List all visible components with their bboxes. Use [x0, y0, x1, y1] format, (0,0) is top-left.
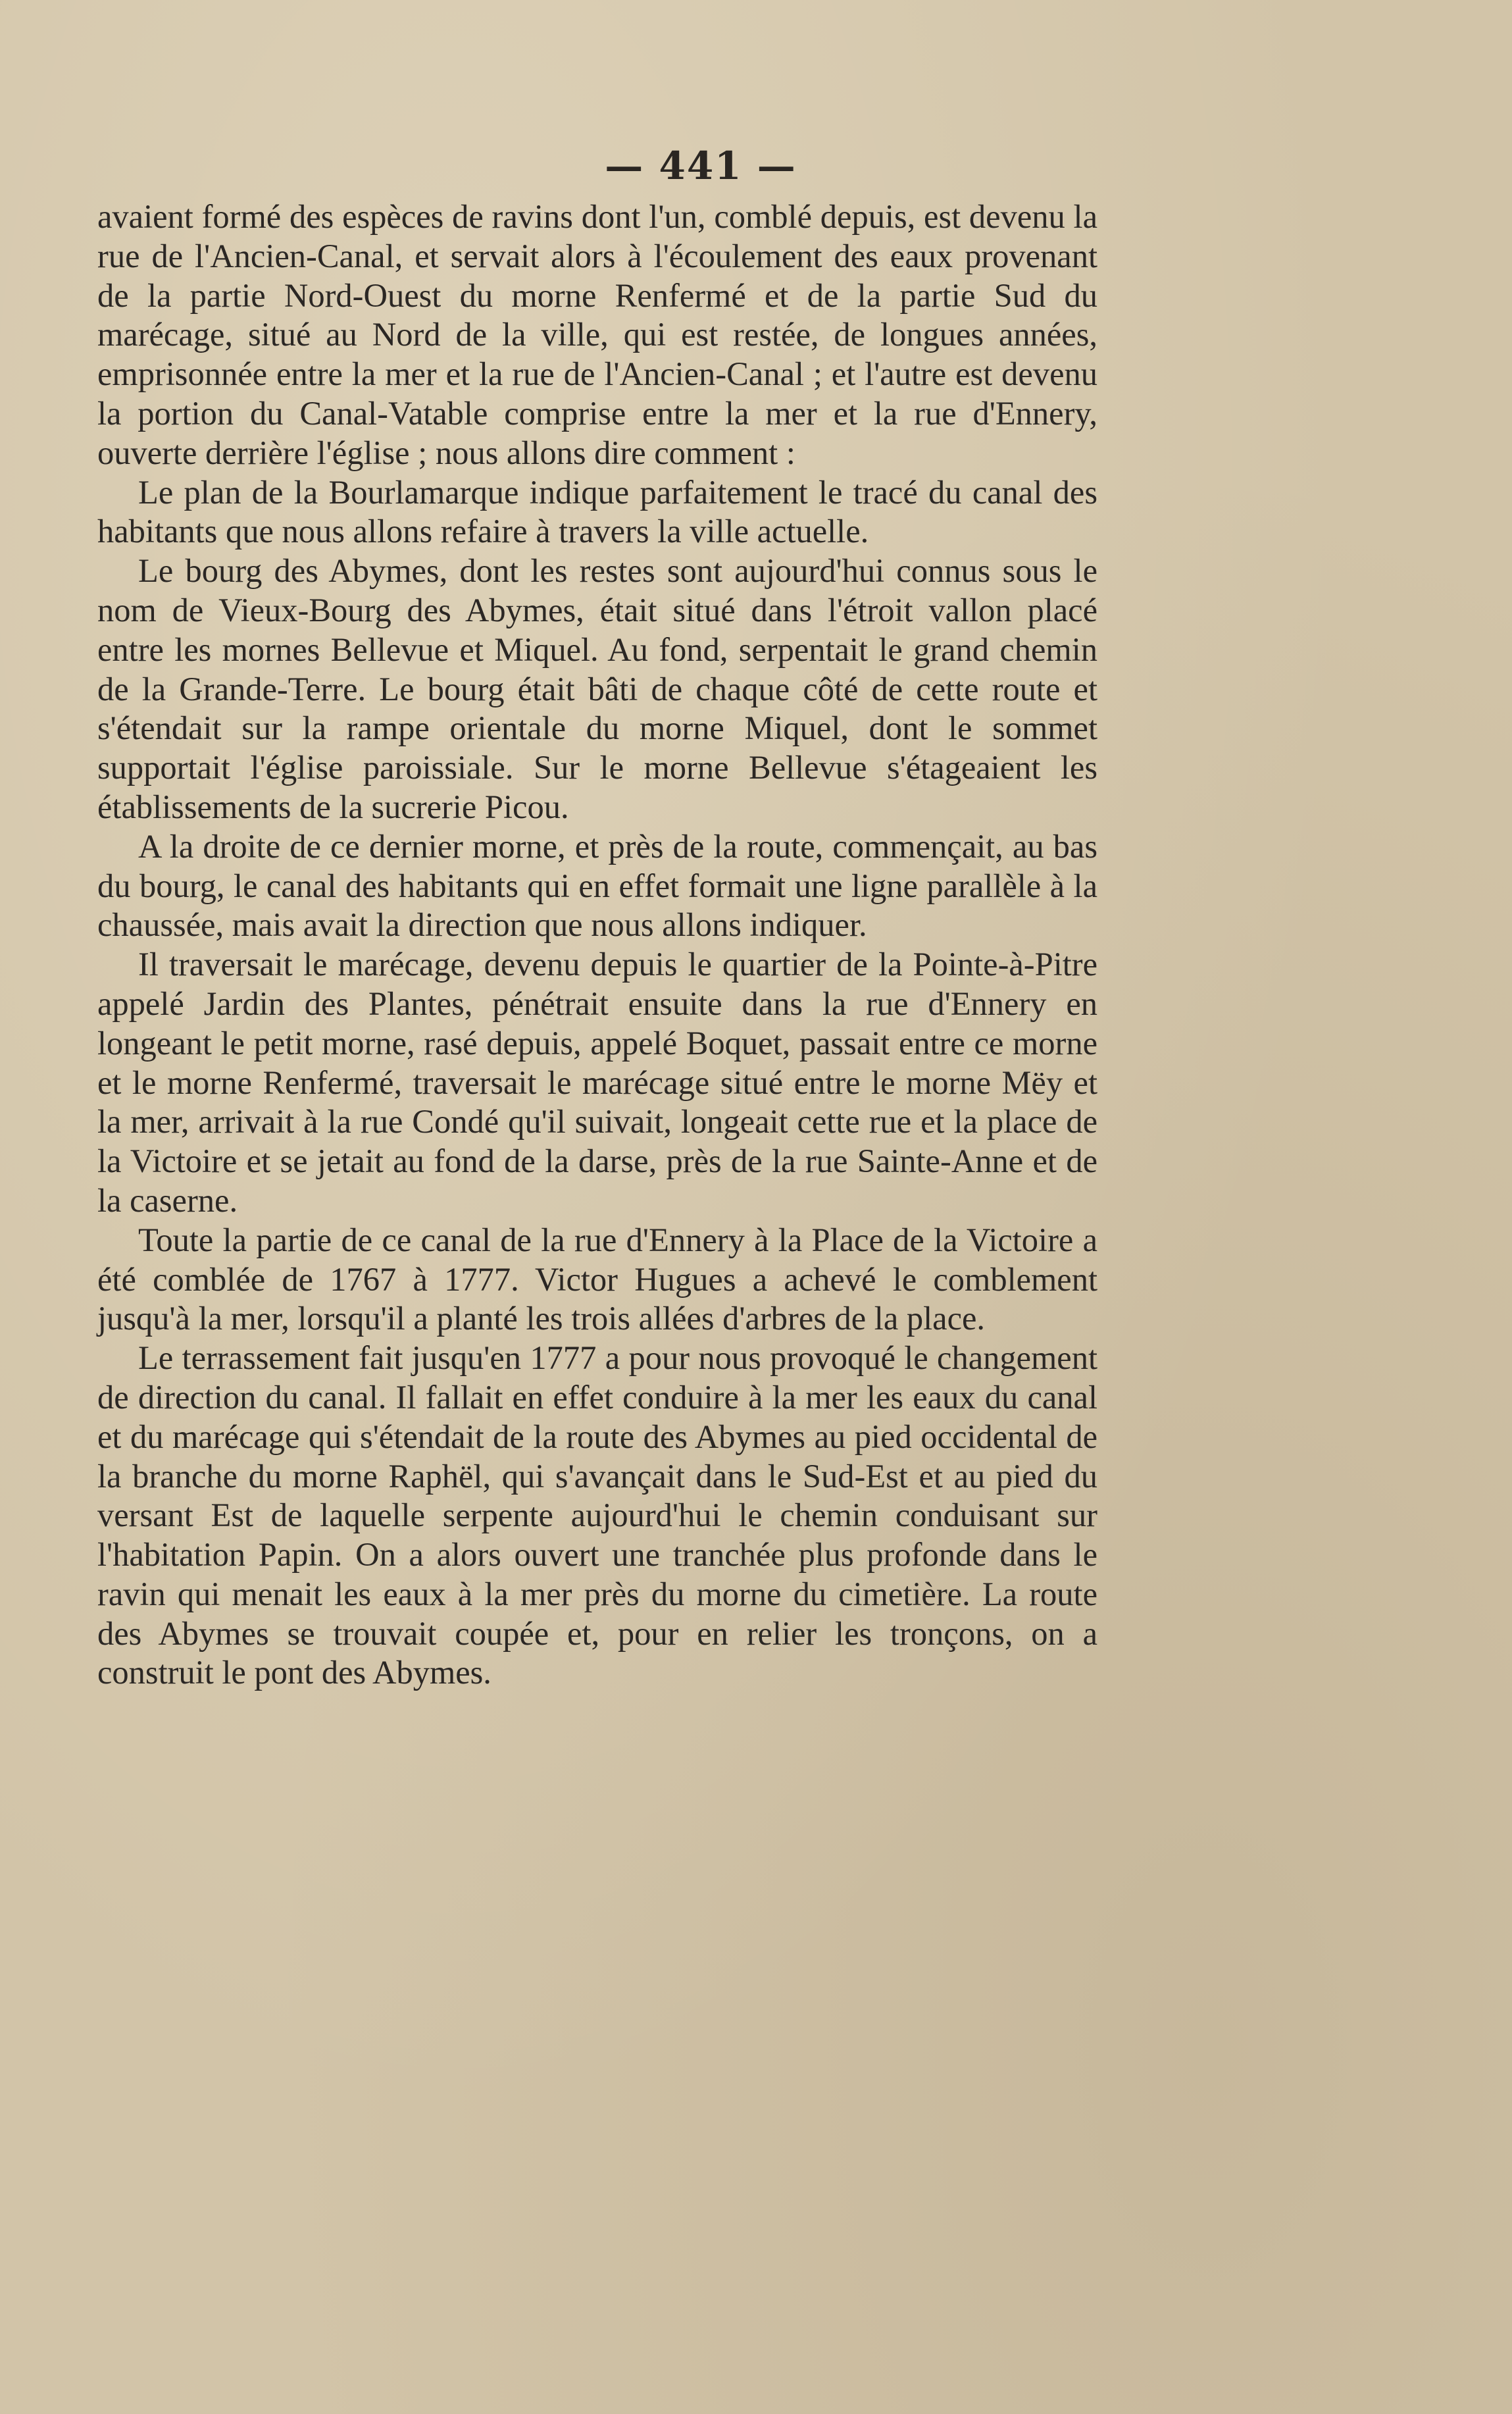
- text-body: [97, 197, 1097, 1693]
- paragraph-4: A la droite de ce dernier morne, et près de la route, commençait, au bas du bourg, le canal des habitants qui en effet formait une ligne parallèle à la chaussée, mais avait la direction que nous allons indiquer.: [97, 827, 1097, 944]
- paragraph-7: Le terrassement fait jusqu'en 1777 a pour nous provoqué le changement de direction du canal. Il fallait en effet conduire à la mer les eaux du canal et du marécage qui s'étendait de la route des Abymes au pied occidental de la branche du morne Raphël, qui s'avançait dans le Sud-Est et au pied du versant Est de laquelle serpente aujourd'hui le chemin conduisant sur l'habitation Papin. On a alors ouvert une tranchée plus profonde dans le ravin qui menait les eaux à la mer près du morne du cimetière. La route des Abymes se trouvait coupée et, pour en relier les tronçons, on a construit le pont des Abymes.: [97, 1339, 1097, 1691]
- paragraph-3: Le bourg des Abymes, dont les restes sont aujourd'hui connus sous le nom de Vieux-Bourg des Abymes, était situé dans l'étroit vallon placé entre les mornes Bellevue et Miquel. Au fond, serpentait le grand chemin de la Grande-Terre. Le bourg était bâti de chaque côté de cette route et s'étendait sur la rampe orientale du morne Miquel, dont le sommet supportait l'église paroissiale. Sur le morne Bellevue s'étageaient les établissements de la sucrerie Picou.: [97, 552, 1097, 825]
- page-number: — 441 —: [605, 143, 797, 188]
- paragraph-5: Il traversait le marécage, devenu depuis le quartier de la Pointe-à-Pitre appelé Jardin des Plantes, pénétrait ensuite dans la rue d'Ennery en longeant le petit morne, rasé depuis, appelé Boquet, passait entre ce morne et le morne Renfermé, traversait le marécage situé entre le morne Mëy et la mer, arrivait à la rue Condé qu'il suivait, longeait cette rue et la place de la Victoire et se jetait au fond de la darse, près de la rue Sainte-Anne et de la caserne.: [97, 946, 1097, 1219]
- paragraph-1: avaient formé des espèces de ravins dont l'un, comblé depuis, est devenu la rue de l'Ancien-Canal, et servait alors à l'écoulement des eaux provenant de la partie Nord-Ouest du morne Renfermé et de la partie Sud du marécage, situé au Nord de la ville, qui est restée, de longues années, emprisonnée entre la mer et la rue de l'Ancien-Canal ; et l'autre est devenu la portion du Canal-Vatable comprise entre la mer et la rue d'Ennery, ouverte derrière l'église ; nous allons dire comment :: [97, 198, 1097, 471]
- paragraph-2: Le plan de la Bourlamarque indique parfaitement le tracé du canal des habitants que nous allons refaire à travers la ville actuelle.: [97, 473, 1097, 550]
- paragraph-6: Toute la partie de ce canal de la rue d'Ennery à la Place de la Victoire a été comblée de 1767 à 1777. Victor Hugues a achevé le comblement jusqu'à la mer, lorsqu'il a planté les trois allées d'arbres de la place.: [97, 1221, 1097, 1337]
